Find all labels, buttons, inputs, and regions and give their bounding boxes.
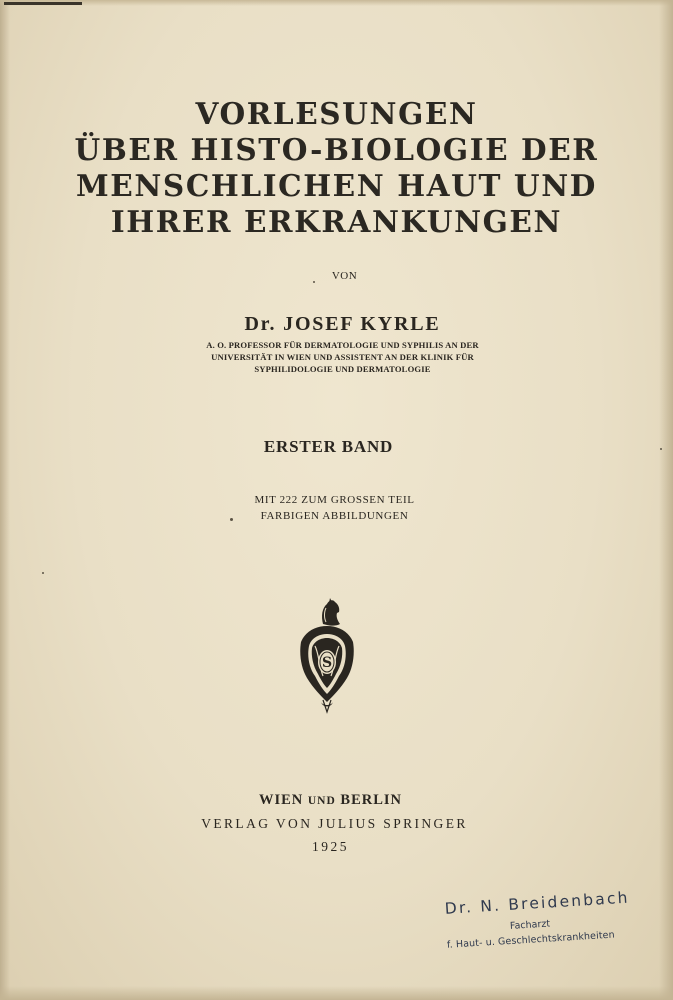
author-prefix: Dr.: [244, 313, 277, 335]
page-edge-bottom: [0, 986, 673, 1000]
page-edge-top: [0, 0, 673, 6]
title-line-4: IHRER ERKRANKUNGEN: [110, 204, 563, 239]
paper-speck: [230, 518, 233, 521]
book-title: [0, 96, 673, 240]
illustrations-line-1: MIT 222 ZUM GROSSEN TEIL: [254, 494, 415, 506]
place-berlin: BERLIN: [340, 792, 403, 808]
corner-ink-mark: [4, 2, 82, 5]
publisher-line: VERLAG VON JULIUS SPRINGER: [201, 816, 468, 831]
publication-year: 1925: [312, 839, 349, 854]
volume-label: ERSTER BAND: [263, 437, 394, 456]
stamp-specialty: f. Haut- u. Geschlechtskrankheiten: [446, 929, 616, 951]
illustrations-note: [0, 492, 671, 524]
paper-speck: [42, 572, 44, 574]
place-and: UND: [307, 795, 336, 807]
affiliation-line-3: SYPHILIDOLOGIE UND DERMATOLOGIE: [254, 364, 431, 374]
title-line-2: ÜBER HISTO-BIOLOGIE DER: [74, 132, 599, 167]
stamp-name: Dr. N. Breidenbach: [444, 888, 631, 918]
publication-place: [0, 792, 667, 809]
by-label: VON: [331, 270, 358, 282]
author-fullname: JOSEF KYRLE: [283, 313, 441, 335]
paper-speck: [660, 448, 662, 450]
affiliation-line-2: UNIVERSITÄT IN WIEN UND ASSISTENT AN DER KLINIK FÜR: [211, 352, 474, 362]
author-name: [6, 313, 673, 336]
title-line-3: MENSCHLICHEN HAUT UND: [76, 168, 597, 203]
paper-speck: [313, 281, 315, 283]
publisher-logo-icon: [293, 596, 361, 716]
affiliation-line-1: A. O. PROFESSOR FÜR DERMATOLOGIE UND SYPHILIS AN DER: [206, 340, 479, 350]
logo-letter: S: [321, 655, 333, 671]
owner-stamp: [442, 884, 646, 966]
title-line-1: VORLESUNGEN: [195, 96, 478, 131]
author-affiliation: [6, 339, 673, 375]
stamp-title: Facharzt: [509, 918, 551, 932]
illustrations-line-2: FARBIGEN ABBILDUNGEN: [260, 510, 409, 522]
place-vienna: WIEN: [258, 792, 304, 808]
